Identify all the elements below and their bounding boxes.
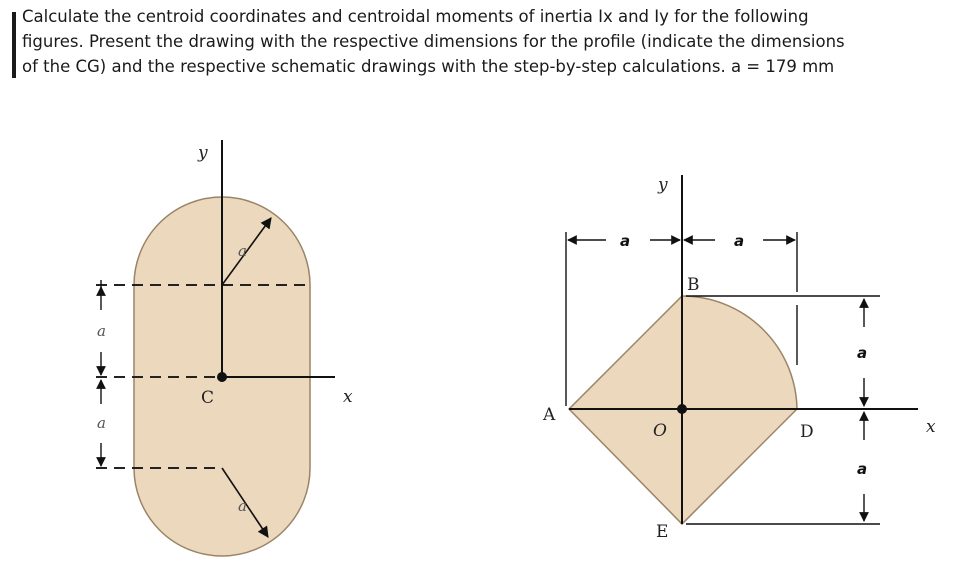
centroid-point [217,372,227,382]
problem-line-1: Calculate the centroid coordinates and centroidal moments of inertia Ix and Iy for the following [22,7,809,26]
figure-1 [96,140,353,556]
origin-point [677,404,687,414]
point-d-label: D [800,422,814,442]
fig2-x-label: x [926,417,936,437]
point-b-label: B [687,275,700,295]
dim-left-label: a [620,232,631,250]
problem-line-3: of the CG) and the respective schematic drawings with the step-by-step calculations. a = 179 mm [22,57,835,76]
centroid-label: C [201,388,215,408]
point-a-label: A [543,405,556,425]
dim-upper-label-2: a [857,344,868,362]
fig1-x-label: x [343,387,353,407]
dim-right-label: a [734,232,745,250]
fig2-y-label: y [658,175,668,195]
figure-2 [542,175,936,542]
radius-bottom-label: a [238,497,247,515]
dim-lower-label: a [97,414,106,432]
dim-lower-label-2: a [857,460,868,478]
fig1-y-label: y [198,143,208,163]
problem-line-2: figures. Present the drawing with the respective dimensions for the profile (indicate the dimensions [22,32,845,51]
dim-upper-label: a [97,322,106,340]
radius-top-label: a [238,242,247,260]
point-o-label: O [653,421,667,441]
point-e-label: E [656,522,669,542]
